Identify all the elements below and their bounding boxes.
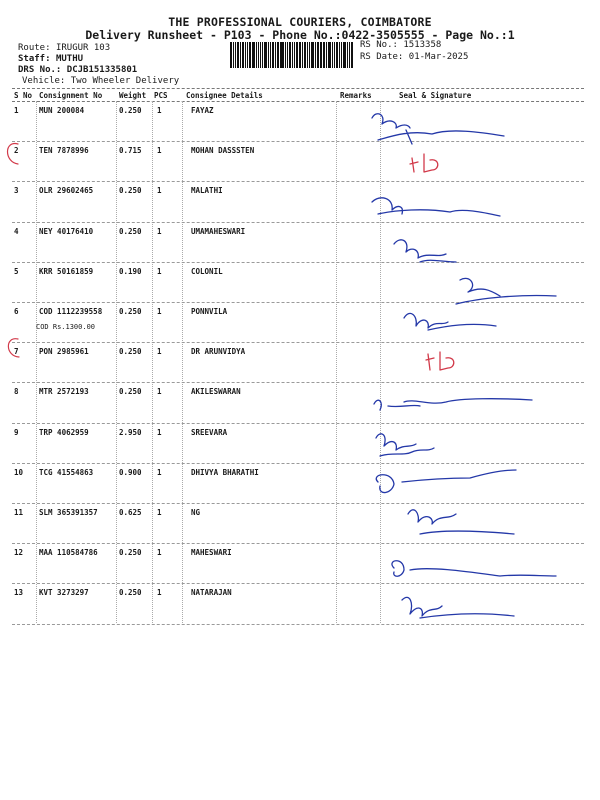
row-consignee: MAHESWARI [191,548,232,558]
row-weight: 0.250 [119,106,142,115]
row-sno: 10 [14,467,24,477]
row-pcs: 1 [157,427,162,437]
row-pcs: 1 [157,226,162,236]
row-consignee: SREEVARA [191,427,228,437]
col-header-seal: Seal & Signature [399,91,472,100]
col-header-weight: Weight [119,91,147,100]
drs-value: DCJB151335801 [66,65,138,75]
row-cod-amount: COD Rs.1300.00 [36,323,96,331]
row-consignee: NATARAJAN [191,588,232,598]
red-remark-mark [410,154,438,172]
row-pcs: 1 [157,146,162,156]
row-sno: 9 [14,427,19,437]
row-consignee: MOHAN DASSSTEN [191,146,255,156]
row-consignment-no: MTR 2572193 [39,387,89,397]
row-sno: 4 [14,226,19,236]
row-consignee: UMAMAHESWARI [191,226,246,236]
row-consignee: DHIVYA BHARATHI [191,467,259,477]
row-consignment-no: MUN 200084 [39,106,85,115]
signature-row-5 [456,278,556,304]
row-sno: 1 [14,106,19,115]
route-value: IRUGUR 103 [55,43,111,53]
col-header-pcs: PCS [154,91,168,100]
row-weight: 0.250 [119,186,142,196]
row-weight: 0.715 [119,146,142,156]
row-sno: 13 [14,588,24,598]
row-consignment-no: MAA 110584786 [39,548,98,558]
row-consignment-no: PON 2985961 [39,347,89,357]
red-circle-mark [8,144,19,164]
signature-row-8 [374,399,532,410]
vehicle-value: Two Wheeler Delivery [70,76,180,86]
row-sno: 2 [14,146,19,156]
row-consignee: NG [191,508,201,517]
row-sno: 5 [14,266,19,276]
row-weight: 0.250 [119,548,142,558]
staff-label: Staff: [18,54,51,64]
col-header-consignment: Consignment No [39,91,103,100]
signature-row-4 [394,240,456,262]
rs-no-label: RS No.: [360,40,398,50]
row-sno: 3 [14,186,19,196]
row-pcs: 1 [157,266,162,276]
row-consignee: FAYAZ [191,106,214,115]
row-consignment-no: KVT 3273297 [39,588,89,598]
row-pcs: 1 [157,548,162,558]
row-pcs: 1 [157,347,162,357]
signature-row-6 [404,313,496,330]
company-title: THE PROFESSIONAL COURIERS, COIMBATORE [168,15,432,29]
row-weight: 0.900 [119,467,142,477]
row-consignee: COLONIL [191,266,223,276]
rs-no-value: 1513358 [403,40,442,50]
row-pcs: 1 [157,467,162,477]
row-consignment-no: NEY 40176410 [39,226,94,236]
signature-row-1 [372,114,504,144]
row-consignment-no: TEN 7878996 [39,146,89,156]
signature-row-12 [392,561,556,577]
col-header-sno: S No [14,91,33,100]
row-pcs: 1 [157,508,162,517]
row-consignee: PONNVILA [191,307,228,316]
row-pcs: 1 [157,106,162,115]
red-remark-mark [426,352,454,370]
signature-row-3 [372,198,500,216]
red-circle-mark [8,339,19,357]
rs-date-label: RS Date: [360,52,404,62]
row-consignee: AKILESWARAN [191,387,241,397]
row-consignment-no: SLM 365391357 [39,508,98,517]
runsheet-subtitle: Delivery Runsheet - P103 - Phone No.:0422-3505555 - Page No.:1 [85,28,515,42]
rs-date-value: 01-Mar-2025 [408,52,469,62]
row-consignment-no: KRR 50161859 [39,266,94,276]
row-sno: 11 [14,508,24,517]
row-pcs: 1 [157,307,162,316]
signature-row-10 [376,470,516,493]
col-header-consignee: Consignee Details [186,91,263,100]
vehicle-label: Vehicle: [22,76,66,86]
row-weight: 0.250 [119,307,142,316]
row-consignment-no: COD 1112239558 [39,307,103,316]
row-pcs: 1 [157,588,162,598]
row-pcs: 1 [157,186,162,196]
staff-value: MUTHU [55,54,84,64]
row-weight: 0.250 [119,387,142,397]
row-consignee: MALATHI [191,186,223,196]
row-weight: 0.625 [119,508,142,517]
signature-row-9 [376,434,434,456]
route-label: Route: [18,43,51,53]
row-weight: 0.250 [119,588,142,598]
row-weight: 0.250 [119,226,142,236]
row-consignment-no: TRP 4062959 [39,427,89,437]
row-consignment-no: TCG 41554863 [39,467,94,477]
row-sno: 7 [14,347,19,357]
row-sno: 12 [14,548,24,558]
row-pcs: 1 [157,387,162,397]
row-weight: 2.950 [119,427,142,437]
col-header-remarks: Remarks [340,91,372,100]
row-consignment-no: OLR 29602465 [39,186,94,196]
row-weight: 0.250 [119,347,142,357]
signature-row-13 [402,597,514,618]
row-consignee: DR ARUNVIDYA [191,347,246,357]
drs-label: DRS No.: [18,65,62,75]
row-sno: 6 [14,307,19,316]
row-sno: 8 [14,387,19,397]
row-weight: 0.190 [119,266,142,276]
signature-row-11 [408,510,514,534]
